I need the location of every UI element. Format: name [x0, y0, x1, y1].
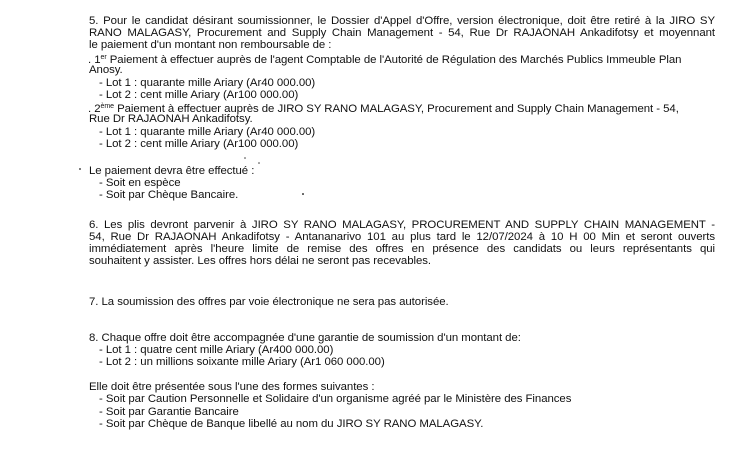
section-8-line-1: 8. Chaque offre doit être accompagnée d'une garantie de soumission d'un montant de: [89, 332, 521, 344]
section-6-line-2: 54, Rue Dr RAJAONAH Ankadifotsy - Antananarivo 101 au plus tard le 12/07/2024 à 10 H 00 Min et seront ouverts [89, 231, 715, 243]
section-6-line-3: immédiatement après l'heure limite de remise des offres en présence des candidats ou leurs représentants qui [89, 243, 715, 255]
guarantee-forms-title: Elle doit être présentée sous l'une des formes suivantes : [89, 381, 375, 393]
section-6-line-4: souhaitent y assister. Les offres hors délai ne seront pas recevables. [89, 255, 432, 267]
payment-2-lot-2: - Lot 2 : cent mille Ariary (Ar100 000.00) [99, 138, 299, 150]
section-7-line-1: 7. La soumission des offres par voie électronique ne sera pas autorisée. [89, 296, 449, 308]
payment-method-title: Le paiement devra être effectué : [89, 165, 255, 177]
payment-2-number: . 2 [88, 103, 101, 115]
payment-1-number: . 1 [88, 54, 101, 66]
payment-1-line [88, 52, 681, 66]
payment-1-superscript: er [100, 54, 107, 61]
section-6-line-1: 6. Les plis devront parvenir à JIRO SY RANO MALAGASY, PROCUREMENT AND SUPPLY CHAIN MANAGEMENT - [89, 219, 715, 231]
section-5-line-3: le paiement d'un montant non remboursable de : [89, 39, 332, 51]
scan-speck [302, 193, 304, 195]
payment-1-text: Paiement à effectuer auprès de l'agent Comptable de l'Autorité de Régulation des Marchés Publics Immeuble Plan [106, 54, 682, 66]
payment-2-continuation: Rue Dr RAJAONAH Ankadifotsy. [89, 113, 253, 125]
guarantee-lot-2: - Lot 2 : un millions soixante mille Ariary (Ar1 060 000.00) [99, 356, 385, 368]
guarantee-form-caution: - Soit par Caution Personnelle et Solidaire d'un organisme agréé par le Ministère des Finances [99, 393, 572, 405]
payment-1-lot-2: - Lot 2 : cent mille Ariary (Ar100 000.00) [99, 89, 299, 101]
guarantee-form-bank: - Soit par Garantie Bancaire [99, 406, 239, 418]
guarantee-form-cheque: - Soit par Chèque de Banque libellé au nom du JIRO SY RANO MALAGASY. [99, 418, 484, 430]
scan-speck [258, 162, 260, 164]
guarantee-lot-1: - Lot 1 : quatre cent mille Ariary (Ar400 000.00) [99, 344, 334, 356]
section-5-line-2: RANO MALAGASY, Procurement and Supply Chain Management - 54, Rue Dr RAJAONAH Ankadifotsy et moyennant [89, 27, 715, 39]
section-5-line-1: 5. Pour le candidat désirant soumissionner, le Dossier d'Appel d'Offre, version électronique, doit être retiré à la JIRO SY [89, 15, 715, 27]
payment-2-superscript: ème [100, 103, 114, 110]
scan-speck [244, 157, 246, 159]
scan-speck [79, 168, 81, 170]
payment-2-text: Paiement à effectuer auprès de JIRO SY RANO MALAGASY, Procurement and Supply Chain Management - 54, [113, 103, 679, 115]
payment-method-cheque: - Soit par Chèque Bancaire. [99, 189, 239, 201]
payment-2-lot-1: - Lot 1 : quarante mille Ariary (Ar40 000.00) [99, 126, 316, 138]
payment-1-lot-1: - Lot 1 : quarante mille Ariary (Ar40 000.00) [99, 77, 316, 89]
payment-method-cash: - Soit en espèce [99, 177, 181, 189]
payment-1-continuation: Anosy. [89, 64, 123, 76]
